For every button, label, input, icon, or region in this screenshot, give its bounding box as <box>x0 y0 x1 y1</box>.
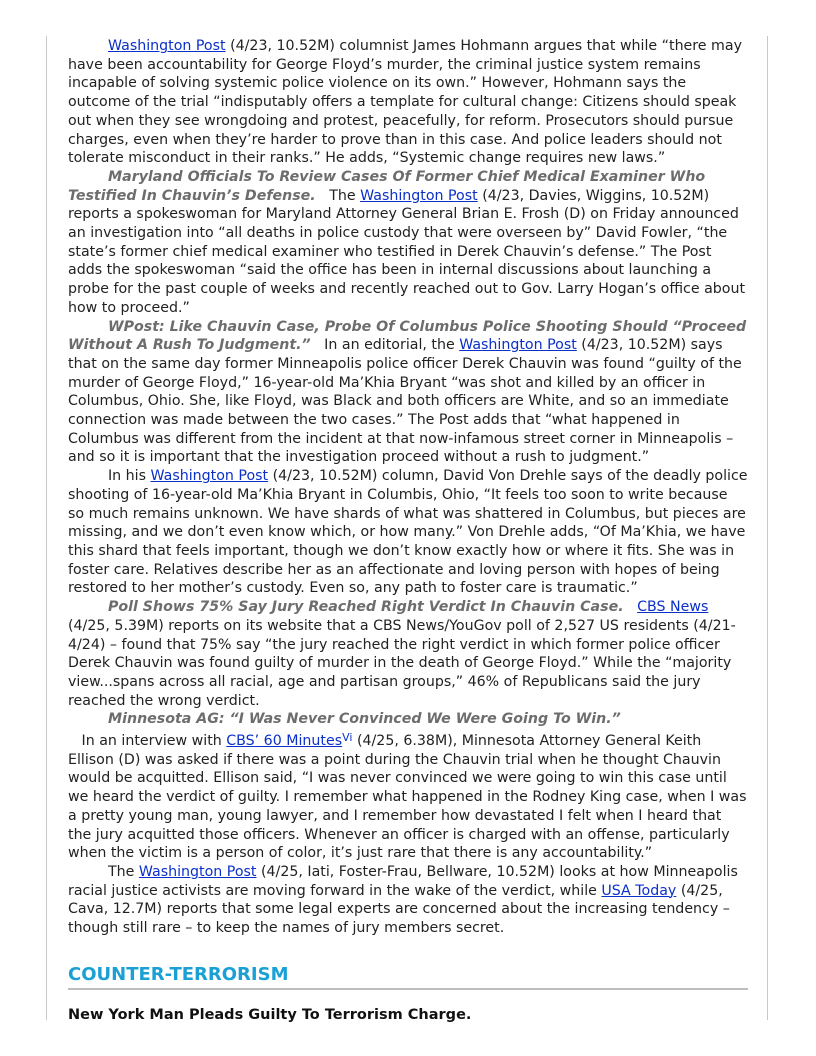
paragraph-hohmann: Washington Post (4/23, 10.52M) columnist James Hohmann argues that while “there may have been accountability for George Floyd’s murder, the criminal justice system remains incapable of solving systemic police violence on its own.” However, Hohmann says the outcome of the trial “indisputably offers a template for cultural change: Citizens should speak out when they see wrongdoing and protest, peacefully, for reform. Prosecutors should pursue charges, even when they’re harder to prove than in this case. And police leaders should not tolerate misconduct in their ranks.” He adds, “Systemic change requires new laws.” <box>68 38 742 167</box>
article-body <box>68 37 748 1024</box>
headline-columbus: WPost: Like Chauvin Case, Probe Of Columbus Police Shooting Should “Proceed Without A Rush To Judgment.” <box>68 318 747 354</box>
headline-ellison: Minnesota AG: “I Was Never Convinced We Were Going To Win.” <box>108 711 621 728</box>
paragraph-ellison: Minnesota AG: “I Was Never Convinced We Were Going To Win.” In an interview with CBS’ 60 Minutes$^{Vi}$ (4/25, 6.38M), Minnesota Attorney General Keith Ellison (D) was asked if there was a point during the Chauvin trial when he thought Chauvin would be acquitted. Ellison said, “I was never convinced we were going to win this case until we heard the verdict of guilty. I remember what happened in the Rodney King case, when I was a pretty young man, young lawyer, and I remember how devastated I felt when I heard that the jury acquitted those officers. Whenever an officer is charged with an offense, particularly when the victim is a person of color, it’s just rare that there is any accountability.” <box>68 711 747 862</box>
paragraph-von-drehle: In his Washington Post (4/23, 10.52M) column, David Von Drehle says of the deadly police shooting of 16-year-old Ma’Khia Bryant in Columbis, Ohio, “It feels too soon to write because so much remains unknown. We have shards of what was shattered in Columbus, but pieces are missing, and we don’t even know which, or how many.” Von Drehle adds, “Of Ma’Khia, we have this shard that feels important, though we don’t know exactly how or where it fits. She was in foster care. Relatives describe her as an affectionate and loving person with hopes of being restored to her mother’s custody. Even so, any path to foster care is traumatic.” <box>68 468 748 597</box>
washington-post-link[interactable]: Washington Post <box>360 187 478 204</box>
usa-today-link[interactable]: USA Today <box>601 882 677 899</box>
washington-post-link[interactable]: Washington Post <box>459 337 577 354</box>
section-title-counter-terrorism: COUNTER-TERRORISM <box>68 964 748 990</box>
video-indicator-link[interactable]: Vi <box>342 731 353 745</box>
cbs-news-link[interactable]: CBS News <box>637 599 709 616</box>
washington-post-link[interactable]: Washington Post <box>108 38 226 54</box>
paragraph-activists: The Washington Post (4/25, Iati, Foster-Frau, Bellware, 10.52M) looks at how Minneapolis racial justice activists are moving forward in the wake of the verdict, while USA Today (4/25, Cava, 12.7M) reports that some legal experts are concerned about the increasing tendency – though still rare – to keep the names of jury members secret. <box>68 863 738 937</box>
paragraph-maryland: Maryland Officials To Review Cases Of Former Chief Medical Examiner Who Testified In Chauvin’s Defense. The Washington Post (4/23, Davies, Wiggins, 10.52M) reports a spokeswoman for Maryland Attorney General Brian E. Frosh (D) on Friday announced an investigation into “all deaths in police custody that were overseen by” David Fowler, “the state’s former chief medical examiner who testified in Derek Chauvin’s defense.” The Post adds the spokeswoman “said the office has been in internal discussions about launching a probe for the past couple of weeks and recently reached out to Gov. Larry Hogan’s office about how to proceed.” <box>68 168 746 316</box>
headline-new-york-man: New York Man Pleads Guilty To Terrorism Charge. <box>68 1006 472 1023</box>
paragraph-poll: Poll Shows 75% Say Jury Reached Right Verdict In Chauvin Case. CBS News (4/25, 5.39M) reports on its website that a CBS News/YouGov poll of 2,527 US residents (4/21-4/24) – found that 75% say “the jury reached the right verdict in which former police officer Derek Chauvin was found guilty of murder in the death of George Floyd.” While the “majority view...spans across all racial, age and partisan groups,” 46% of Republicans said the jury reached the wrong verdict. <box>68 599 736 709</box>
washington-post-link[interactable]: Washington Post <box>138 863 257 880</box>
cbs-60-minutes-link[interactable]: CBS’ 60 Minutes <box>226 733 343 750</box>
headline-poll: Poll Shows 75% Say Jury Reached Right Verdict In Chauvin Case. <box>108 599 624 616</box>
paragraph-columbus-editorial: WPost: Like Chauvin Case, Probe Of Columbus Police Shooting Should “Proceed Without A Rush To Judgment.” In an editorial, the Washington Post (4/23, 10.52M) says that on the same day former Minneapolis police officer Derek Chauvin was found “guilty of the murder of George Floyd,” 16-year-old Ma’Khia Bryant “was shot and killed by an officer in Columbus, Ohio. She, like Floyd, was Black and both officers are White, and so an immediate connection was made between the two cases.” The Post adds that “what happened in Columbus was different from the incident at that now-infamous street corner in Minneapolis – and so it is important that the investigation proceed without a rush to judgment.” <box>68 318 747 466</box>
headline-maryland: Maryland Officials To Review Cases Of Former Chief Medical Examiner Who Testified In Chauvin’s Defense. <box>68 168 706 204</box>
washington-post-link[interactable]: Washington Post <box>150 468 269 485</box>
